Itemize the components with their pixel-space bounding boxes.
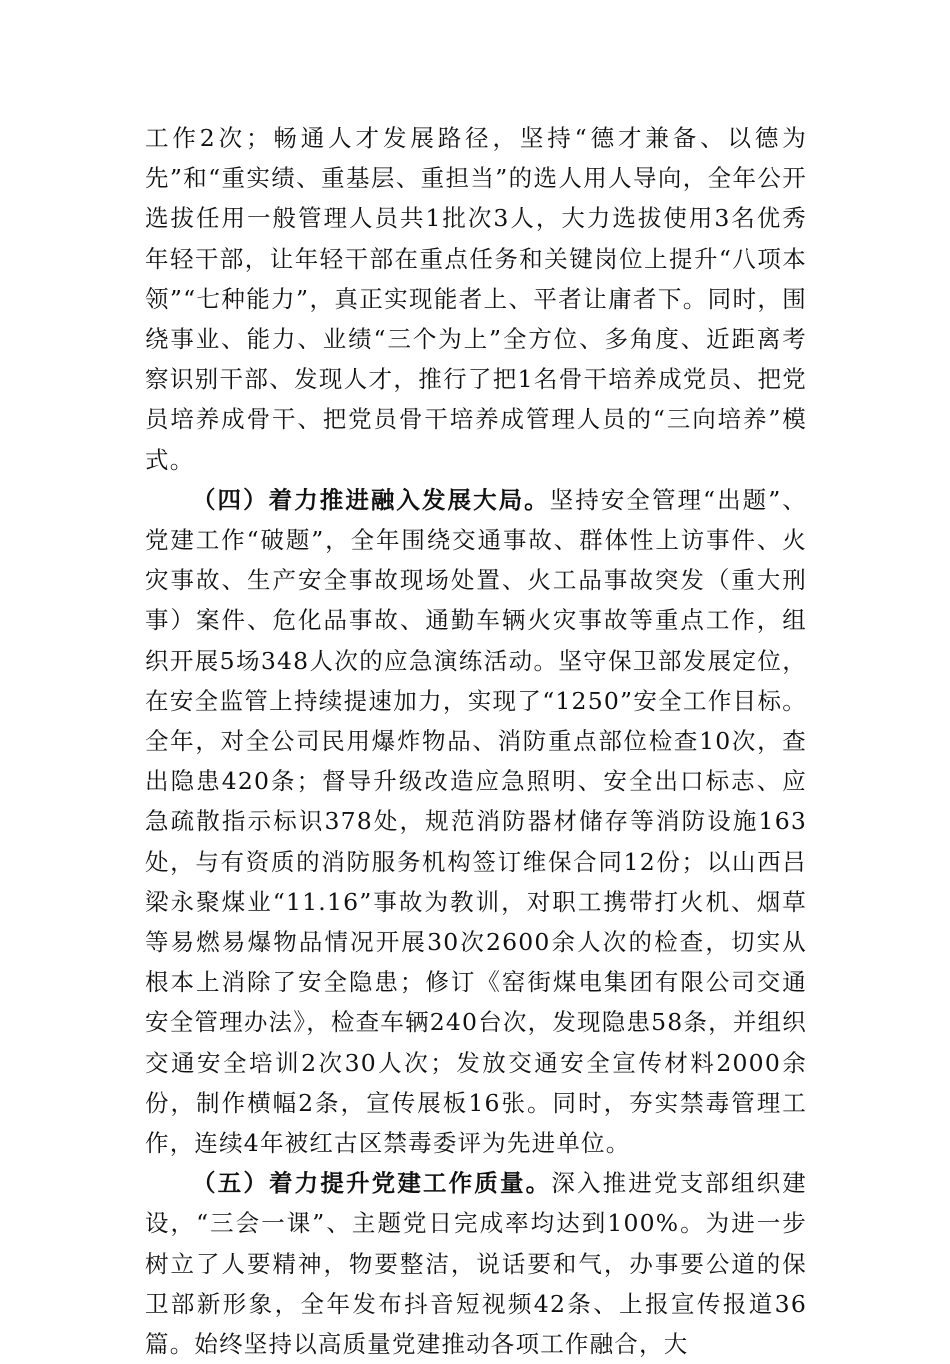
section-heading: （四）着力推进融入发展大局。 — [192, 485, 550, 514]
section-heading: （五）着力提升党建工作质量。 — [192, 1169, 552, 1198]
paragraph-text: 深入推进党支部组织建设，“三会一课”、主题党日完成率均达到100%。为进一步树立了人要精神，物要整洁，说话要和气，办事要公道的保卫部新形象，全年发布抖音短视频42条、上报宣传报道36篇。始终坚持以高质量党建推动各项工作融合，大 — [145, 1169, 807, 1359]
paragraph-continuation — [145, 118, 807, 480]
paragraph-text: 坚持安全管理“出题”、党建工作“破题”，全年围绕交通事故、群体性上访事件、火灾事故、生产安全事故现场处置、火工品事故突发（重大刑事）案件、危化品事故、通勤车辆火灾事故等重点工作，组织开展5场348人次的应急演练活动。坚守保卫部发展定位，在安全监管上持续提速加力，实现了“1250”安全工作目标。全年，对全公司民用爆炸物品、消防重点部位检查10次，查出隐患420条；督导升级改造应急照明、安全出口标志、应急疏散指示标识378处，规范消防器材储存等消防设施163处，与有资质的消防服务机构签订维保合同12份；以山西吕梁永聚煤业“11.16”事故为教训，对职工携带打火机、烟草等易燃易爆物品情况开展30次2600余人次的检查，切实从根本上消除了安全隐患；修订《窑街煤电集团有限公司交通安全管理办法》，检查车辆240台次，发现隐患58条，并组织交通安全培训2次30人次；发放交通安全宣传材料2000余份，制作横幅2条，宣传展板16张。同时，夯实禁毒管理工作，连续4年被红古区禁毒委评为先进单位。 — [145, 485, 807, 1158]
paragraph-text: 工作2次；畅通人才发展路径，坚持“德才兼备、以德为先”和“重实绩、重基层、重担当”的选人用人导向，全年公开选拔任用一般管理人员共1批次3人，大力选拔使用3名优秀年轻干部，让年轻干部在重点任务和关键岗位上提升“八项本领”“七种能力”，真正实现能者上、平者让庸者下。同时，围绕事业、能力、业绩“三个为上”全方位、多角度、近距离考察识别干部、发现人才，推行了把1名骨干培养成党员、把党员培养成骨干、把党员骨干培养成管理人员的“三向培养”模式。 — [145, 124, 807, 474]
paragraph-section-4 — [145, 480, 807, 1163]
paragraph-section-5 — [145, 1163, 807, 1364]
document-body — [145, 118, 807, 1364]
